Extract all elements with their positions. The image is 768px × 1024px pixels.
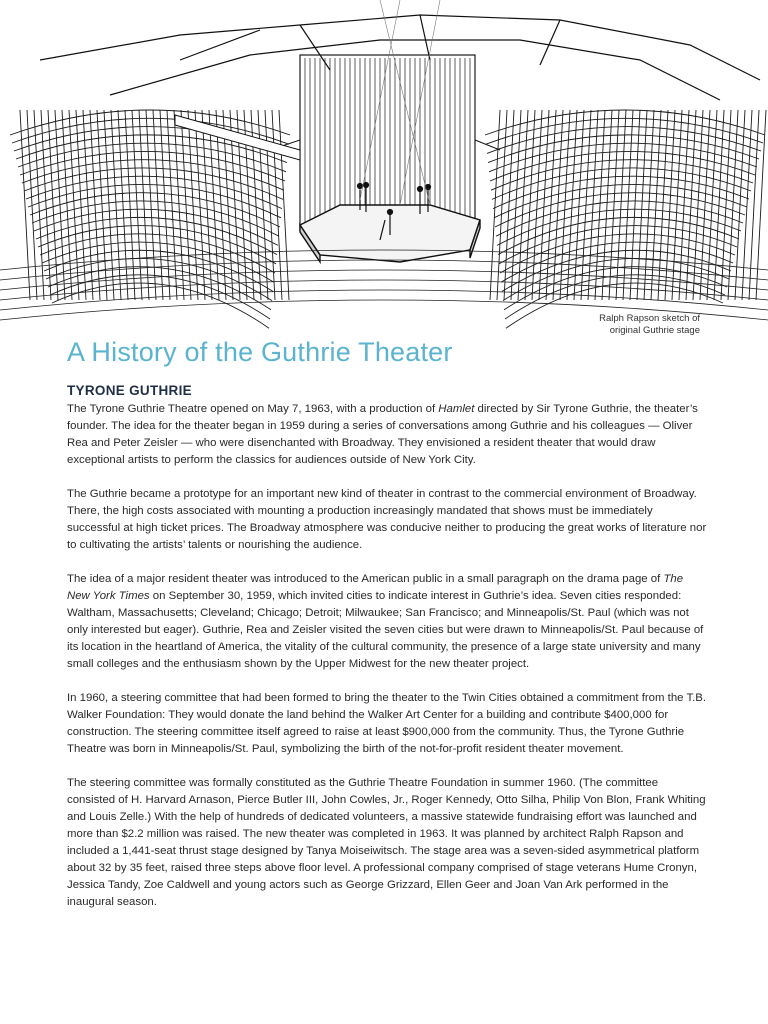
paragraph-2: The Guthrie became a prototype for an important new kind of theater in contrast to the commercial environment of Broadway. There, the high costs associated with mounting a production increasingly mandated that shows must be immediately successful at high ticket prices. The Broadway atmosphere was conducive neither to producing the great works of literature nor to cultivating the artists’ talents or nourishing the audience. bbox=[67, 488, 707, 551]
paragraph-5: The steering committee was formally constituted as the Guthrie Theatre Foundation in summer 1960. (The committee consisted of H. Harvard Arnason, Pierce Butler III, John Cowles, Jr., Roger Kennedy, Otto Silha, Philip Von Blon, Frank Whiting and Louis Zelle.) With the help of hundreds of dedicated volunteers, a massive statewide fundraising effort was launched and more than $2.2 million was raised. The new theater was completed in 1963. It was planned by architect Ralph Rapson and included a 1,441-seat thrust stage designed by Tanya Moiseiwitsch. The stage area was a seven-sided asymmetrical platform about 32 by 35 feet, raised three steps above floor level. A professional company comprised of stage veterans Hume Cronyn, Jessica Tandy, Zoe Caldwell and young actors such as George Grizzard, Ellen Geer and Joan Van Ark performed in the inaugural season. bbox=[67, 777, 706, 908]
theater-sketch-illustration bbox=[0, 0, 768, 330]
caption-line-1: Ralph Rapson sketch of bbox=[599, 313, 700, 324]
caption-line-2: original Guthrie stage bbox=[609, 325, 700, 336]
article-body bbox=[67, 383, 707, 928]
page-title: A History of the Guthrie Theater bbox=[67, 337, 453, 367]
paragraph-1: The Tyrone Guthrie Theatre opened on May 7, 1963, with a production of Hamlet directed by Sir Tyrone Guthrie, the theater’s founder. The idea for the theater began in 1959 during a series of conversations among Guthrie and his colleagues — Oliver Rea and Peter Zeisler — who were disenchanted with Broadway. They envisioned a resident theater that would draw exceptional artists to perform the classics for audiences outside of New York City. bbox=[67, 403, 698, 466]
paragraph-3: The idea of a major resident theater was introduced to the American public in a small paragraph on the drama page of The New York Times on September 30, 1959, which invited cities to indicate interest in Guthrie’s idea. Seven cities responded: Waltham, Massachusetts; Cleveland; Chicago; Detroit; Milwaukee; San Francisco; and Minneapolis/St. Paul (which was not only interested but eager). Guthrie, Rea and Zeisler visited the seven cities but were drawn to Minneapolis/St. Paul because of its location in the heartland of America, the vitality of the cultural community, the presence of a large state university and many small colleges and the enthusiasm shown by the Upper Midwest for the new theater project. bbox=[67, 573, 704, 670]
image-caption bbox=[540, 313, 700, 337]
paragraph-4: In 1960, a steering committee that had been formed to bring the theater to the Twin Cities obtained a commitment from the T.B. Walker Foundation: They would donate the land behind the Walker Art Center for a building and contribute $400,000 for construction. The steering committee itself agreed to raise at least $900,000 from the community. Thus, the Tyrone Guthrie Theatre was born in Minneapolis/St. Paul, symbolizing the birth of the not-for-profit resident theater movement. bbox=[67, 692, 707, 755]
section-heading: TYRONE GUTHRIE bbox=[67, 383, 192, 398]
